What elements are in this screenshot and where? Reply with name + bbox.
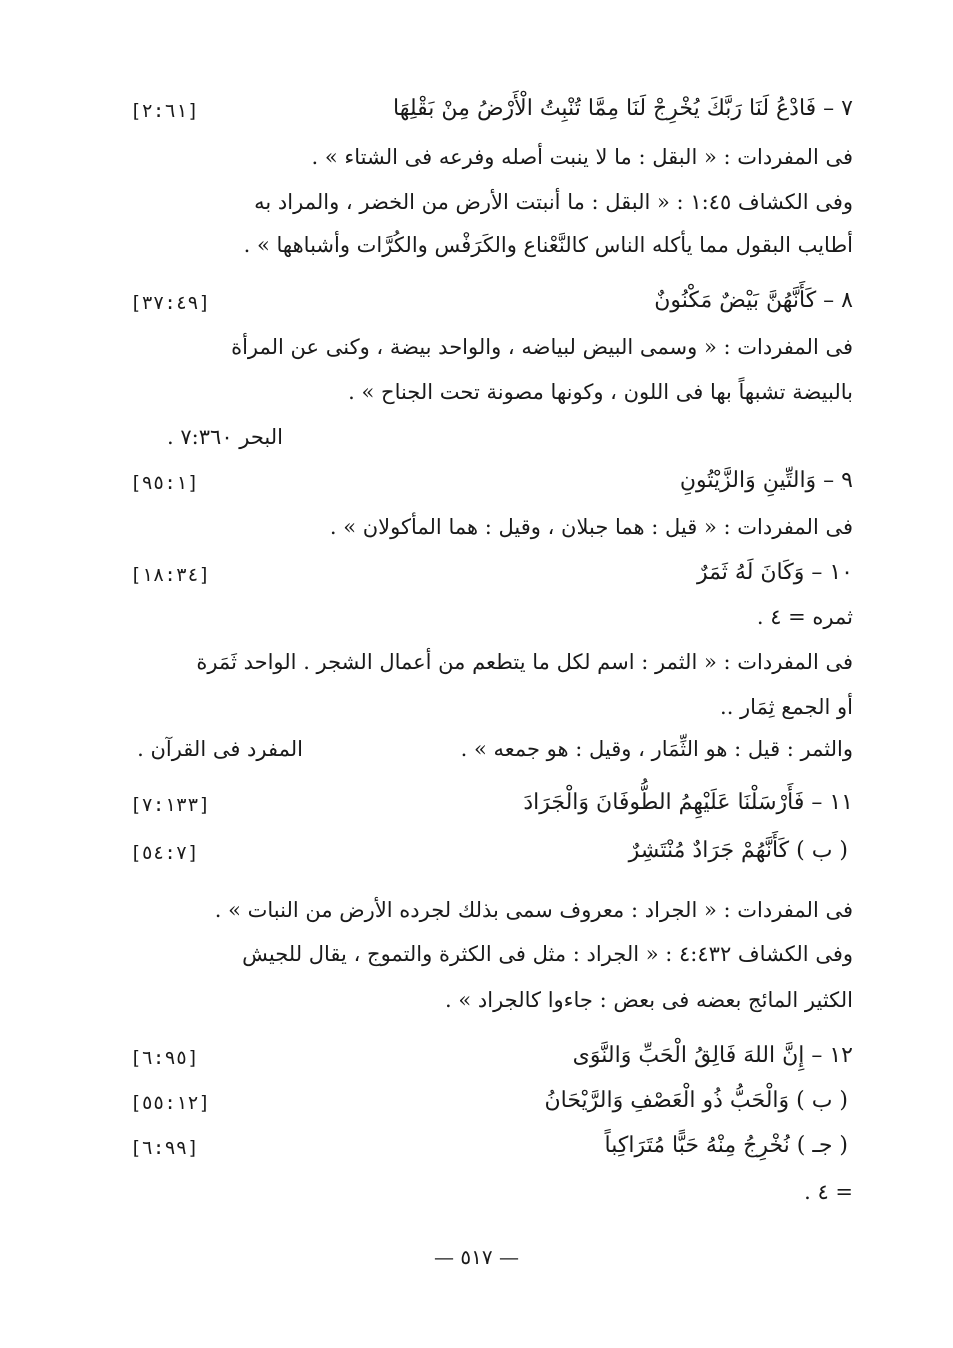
entry-8-verse: ٨ – كَأَنَّهُنَّ بَيْضٌ مَكْنُونٌ bbox=[654, 288, 853, 313]
entry-10-line-3: أو الجمع ثِمَار .. bbox=[720, 695, 853, 719]
entry-10-verse: ١٠ – وَكَانَ لَهُ ثَمَرٌ bbox=[696, 560, 853, 585]
entry-11-verse-b: ( ب ) كَأَنَّهُمْ جَرَادٌ مُنْتَشِرٌ bbox=[628, 838, 848, 863]
entry-12-verse-c: ( جـ ) نُخْرِجُ مِنْهُ حَبًّا مُتَرَاكِباً bbox=[604, 1133, 848, 1158]
entry-12-reference: [٦:٩٥] bbox=[130, 1047, 199, 1069]
entry-7-line-1: فى المفردات : « البقل : ما لا ينبت أصله وفرعه فى الشتاء » . bbox=[311, 145, 853, 169]
entry-11-line-1: فى المفردات : « الجراد : معروف سمى بذلك لجرده الأرض من النبات » . bbox=[214, 898, 853, 922]
entry-12-reference-c: [٦:٩٩] bbox=[130, 1137, 199, 1159]
entry-10-line-1: ثمره = ٤ . bbox=[756, 605, 853, 629]
entry-11-line-2: وفى الكشاف ٤:٤٣٢ : « الجراد : مثل فى الكثرة والتموج ، يقال للجيش bbox=[242, 942, 853, 966]
entry-8-line-1: فى المفردات : « وسمى البيض لبياضه ، والواحد بيضة ، وكنى عن المرأة bbox=[231, 335, 853, 359]
entry-10-line-4: والثمر : قيل : هو الثِّمَار ، وقيل : هو جمعه » . bbox=[460, 737, 853, 761]
entry-7-line-3: أطايب البقول مما يأكله الناس كالنَّعْناع والكَرَفْس والكُرَّات وأشباهها » . bbox=[243, 233, 853, 257]
entry-11-verse: ١١ – فَأَرْسَلْنَا عَلَيْهِمُ الطُّوفَانَ وَالْجَرَادَ bbox=[523, 790, 853, 815]
entry-7-verse: ٧ – فَادْعُ لَنَا رَبَّكَ يُخْرِجْ لَنَا مِمَّا تُنْبِتُ الْأَرْضُ مِنْ بَقْلِهَا bbox=[393, 96, 853, 121]
page-number: — ٥١٧ — bbox=[434, 1245, 519, 1269]
entry-7-reference: [٢:٦١] bbox=[130, 100, 199, 122]
entry-10-reference: [١٨:٣٤] bbox=[130, 564, 211, 586]
entry-7-line-2: وفى الكشاف ١:٤٥ : « البقل : ما أنبتت الأرض من الخضر ، والمراد به bbox=[254, 190, 853, 214]
entry-9-verse: ٩ – وَالتِّينِ وَالزَّيْتُونِ bbox=[679, 468, 853, 493]
entry-11-reference: [٧:١٣٣] bbox=[130, 794, 211, 816]
entry-8-line-2: بالبيضة تشبهاً بها فى اللون ، وكونها مصونة تحت الجناح » . bbox=[348, 380, 853, 404]
entry-11-reference-b: [٥٤:٧] bbox=[130, 842, 199, 864]
entry-12-verse-b: ( ب ) وَالْحَبُّ ذُو الْعَصْفِ وَالرَّيْحَانُ bbox=[544, 1088, 848, 1113]
entry-12-reference-b: [٥٥:١٢] bbox=[130, 1092, 211, 1114]
entry-8-line-3: البحر ٧:٣٦٠ . bbox=[167, 425, 283, 449]
entry-12-verse: ١٢ – إِنَّ اللهَ فَالِقُ الْحَبِّ وَالنَّوَى bbox=[572, 1043, 853, 1068]
entry-11-line-3: الكثير المائج بعضه فى بعض : جاءوا كالجراد » . bbox=[445, 988, 853, 1012]
entry-10-line-2: فى المفردات : « الثمر : اسم لكل ما يتطعم من أعمال الشجر . الواحد ثَمَرة bbox=[196, 650, 853, 674]
entry-10-side-note: المفرد فى القرآن . bbox=[137, 737, 303, 761]
entry-9-reference: [٩٥:١] bbox=[130, 472, 199, 494]
entry-9-line-1: فى المفردات : « قيل : هما جبلان ، وقيل : هما المأكولان » . bbox=[329, 515, 853, 539]
entry-8-reference: [٣٧:٤٩] bbox=[130, 292, 211, 314]
entry-12-line-1: = ٤ . bbox=[804, 1180, 853, 1204]
